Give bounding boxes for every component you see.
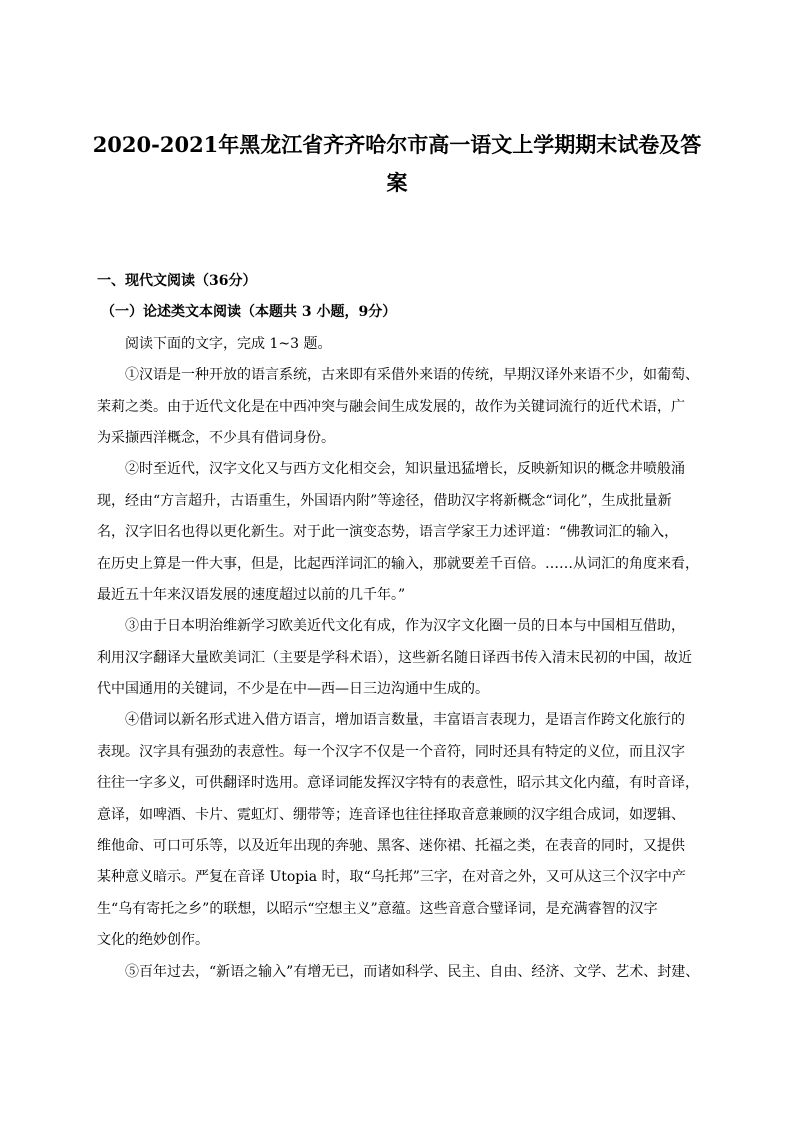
paragraph-line: 为采撷西洋概念，不少具有借词身份。 — [97, 429, 335, 446]
paragraph-line: 文化的绝妙创作。 — [97, 932, 209, 949]
paragraph-line: ③由于日本明治维新学习欧美近代文化有成，作为汉字文化圈一员的日本与中国相互借助， — [125, 618, 685, 635]
paragraphs — [97, 360, 717, 988]
document-title — [0, 126, 794, 202]
instruction: 阅读下面的文字，完成 1~3 题。 — [125, 335, 332, 352]
paragraph-line: 茉莉之类。由于近代文化是在中西冲突与融会间生成发展的，故作为关键词流行的近代术语，广 — [97, 398, 685, 415]
paragraph-line: 代中国通用的关键词，不少是在中—西—日三边沟通中生成的。 — [97, 681, 489, 698]
paragraph-3 — [97, 611, 717, 705]
paragraph-line: 最近五十年来汉语发展的速度超过以前的几千年。” — [97, 586, 406, 603]
paragraph-1 — [97, 360, 717, 454]
paragraph-line: 在历史上算是一件大事，但是，比起西洋词汇的输入，那就要差千百倍。……从词汇的角度来看， — [97, 555, 699, 572]
paragraph-line: 某种意义暗示。严复在音译 Utopia 时，取“乌托邦”三字，在对音之外，又可从这三个汉字中产 — [97, 869, 686, 886]
paragraph-line: ④借词以新名形式进入借方语言，增加语言数量，丰富语言表现力，是语言作跨文化旅行的 — [125, 712, 685, 729]
paragraph-line: 利用汉字翻译大量欧美词汇（主要是学科术语），这些新名随日译西书传入清末民初的中国，故近 — [97, 649, 692, 666]
section-heading: 一、现代文阅读（36分） — [97, 273, 257, 289]
paragraph-line: ⑤百年过去，“新语之输入”有增无已，而诸如科学、民主、自由、经济、文学、艺术、封建、 — [125, 963, 700, 980]
paragraph-line: 现，经由“方言超升，古语重生，外国语内附”等途径，借助汉字将新概念“词化”，生成批量新 — [97, 492, 672, 509]
paragraph-line: 维他命、可口可乐等，以及近年出现的奔驰、黑客、迷你裙、托福之类，在表音的同时，又提供 — [97, 838, 685, 855]
paragraph-line: 意译，如啤酒、卡片、霓虹灯、绷带等；连音译也往往择取音意兼顾的汉字组合成词，如逻辑、 — [97, 806, 685, 823]
subsection-heading: （一）论述类文本阅读（本题共 3 小题，9分） — [101, 304, 397, 321]
document-body — [97, 266, 717, 988]
paragraph-line: 生“乌有寄托之乡”的联想，以昭示“空想主义”意蕴。这些音意合璧译词，是充满睿智的汉字 — [97, 900, 658, 917]
paragraph-line: 往往一字多义，可供翻译时选用。意译词能发挥汉字特有的表意性，昭示其文化内蕴，有时音译， — [97, 775, 699, 792]
title-line-2: 案 — [386, 170, 408, 195]
paragraph-line: ②时至近代，汉字文化又与西方文化相交会，知识量迅猛增长，反映新知识的概念井喷般涌 — [125, 461, 685, 478]
paragraph-line: ①汉语是一种开放的语言系统，古来即有采借外来语的传统，早期汉译外来语不少，如葡萄、 — [125, 367, 699, 384]
paragraph-4 — [97, 705, 717, 956]
paragraph-2 — [97, 454, 717, 611]
paragraph-5 — [97, 957, 717, 988]
title-line-1: 2020-2021年黑龙江省齐齐哈尔市高一语文上学期期末试卷及答 — [92, 132, 702, 157]
paragraph-line: 表现。汉字具有强劲的表意性。每一个汉字不仅是一个音符，同时还具有特定的义位，而且汉字 — [97, 743, 685, 760]
paragraph-line: 名，汉字旧名也得以更化新生。对于此一演变态势，语言学家王力述评道：“佛教词汇的输入， — [97, 524, 679, 541]
